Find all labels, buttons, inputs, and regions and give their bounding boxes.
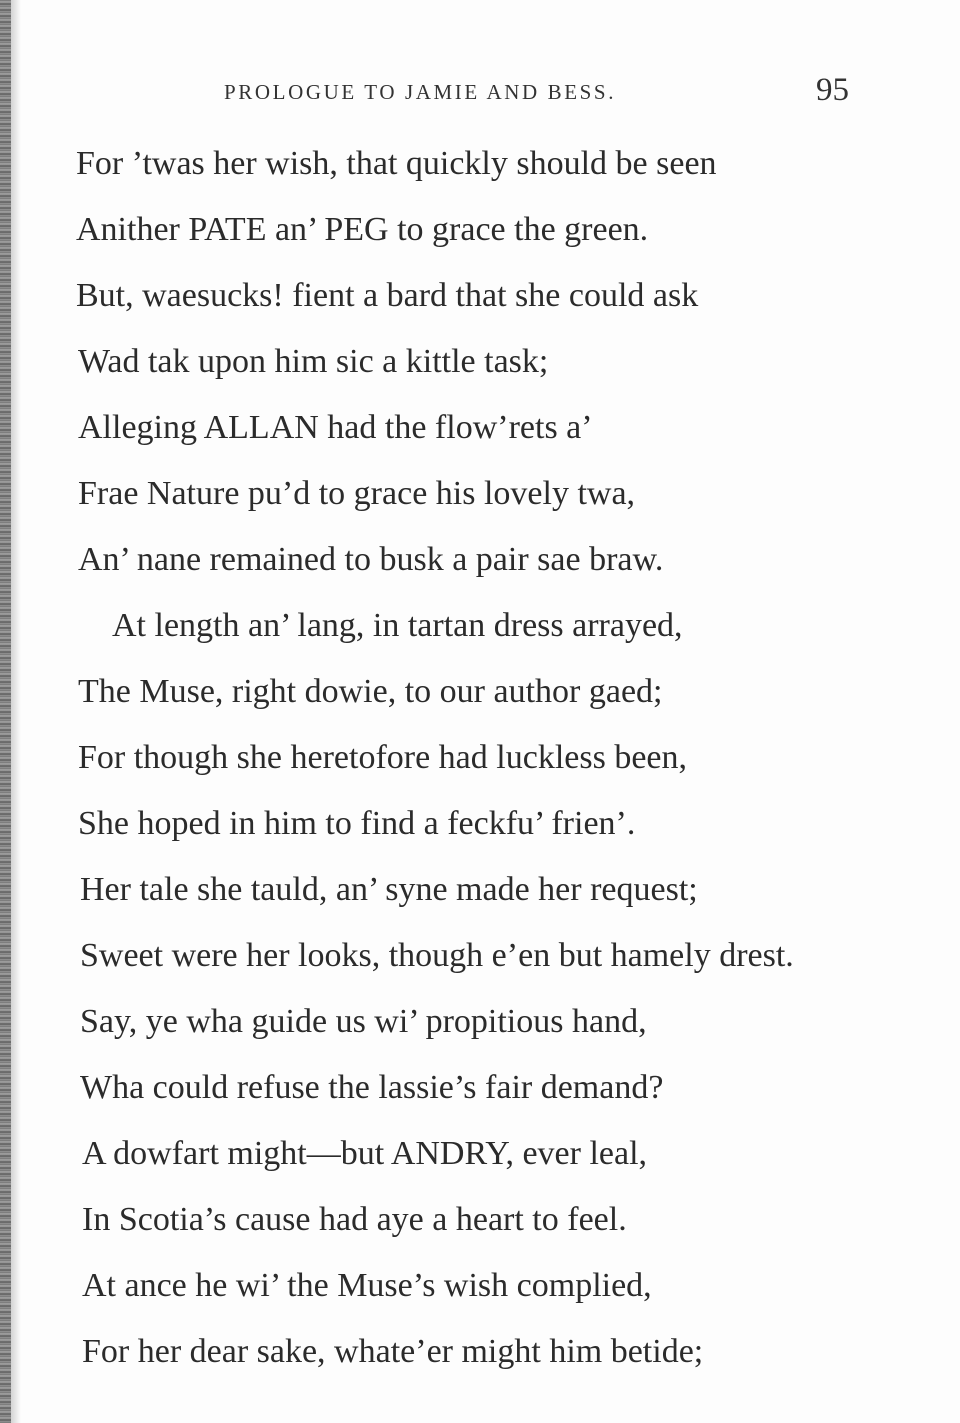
verse-line: Her tale she tauld, an’ syne made her request; [80,871,698,908]
page-header [0,68,960,114]
verse-line: She hoped in him to find a feckfu’ frien’. [78,805,636,842]
verse-line: An’ nane remained to busk a pair sae braw. [78,541,664,578]
verse-line: At length an’ lang, in tartan dress arrayed, [112,607,683,644]
verse-line: Sweet were her looks, though e’en but hamely drest. [80,937,794,974]
verse-line: Frae Nature pu’d to grace his lovely twa, [78,475,636,512]
verse-line: A dowfart might—but ANDRY, ever leal, [82,1135,648,1172]
binding-shadow [11,0,21,1423]
page-binding-edge [0,0,11,1423]
verse-line: Anither PATE an’ PEG to grace the green. [76,211,649,248]
verse-line: Wad tak upon him sic a kittle task; [78,343,549,380]
verse-line: For ’twas her wish, that quickly should be seen [76,145,717,182]
verse-line: Say, ye wha guide us wi’ propitious hand, [80,1003,647,1040]
page-number: 95 [816,72,849,108]
verse-line: For though she heretofore had luckless been, [78,739,687,776]
verse-line: Alleging ALLAN had the flow’rets a’ [78,409,593,446]
verse-line: The Muse, right dowie, to our author gaed; [78,673,663,710]
verse-line: In Scotia’s cause had aye a heart to feel. [82,1201,627,1238]
verse-line: But, waesucks! fient a bard that she could ask [76,277,699,314]
verse-line: For her dear sake, whate’er might him betide; [82,1333,704,1370]
verse-line: At ance he wi’ the Muse’s wish complied, [82,1267,652,1304]
running-title: PROLOGUE TO JAMIE AND BESS. [224,80,617,104]
verse-line: Wha could refuse the lassie’s fair demand? [80,1069,664,1106]
